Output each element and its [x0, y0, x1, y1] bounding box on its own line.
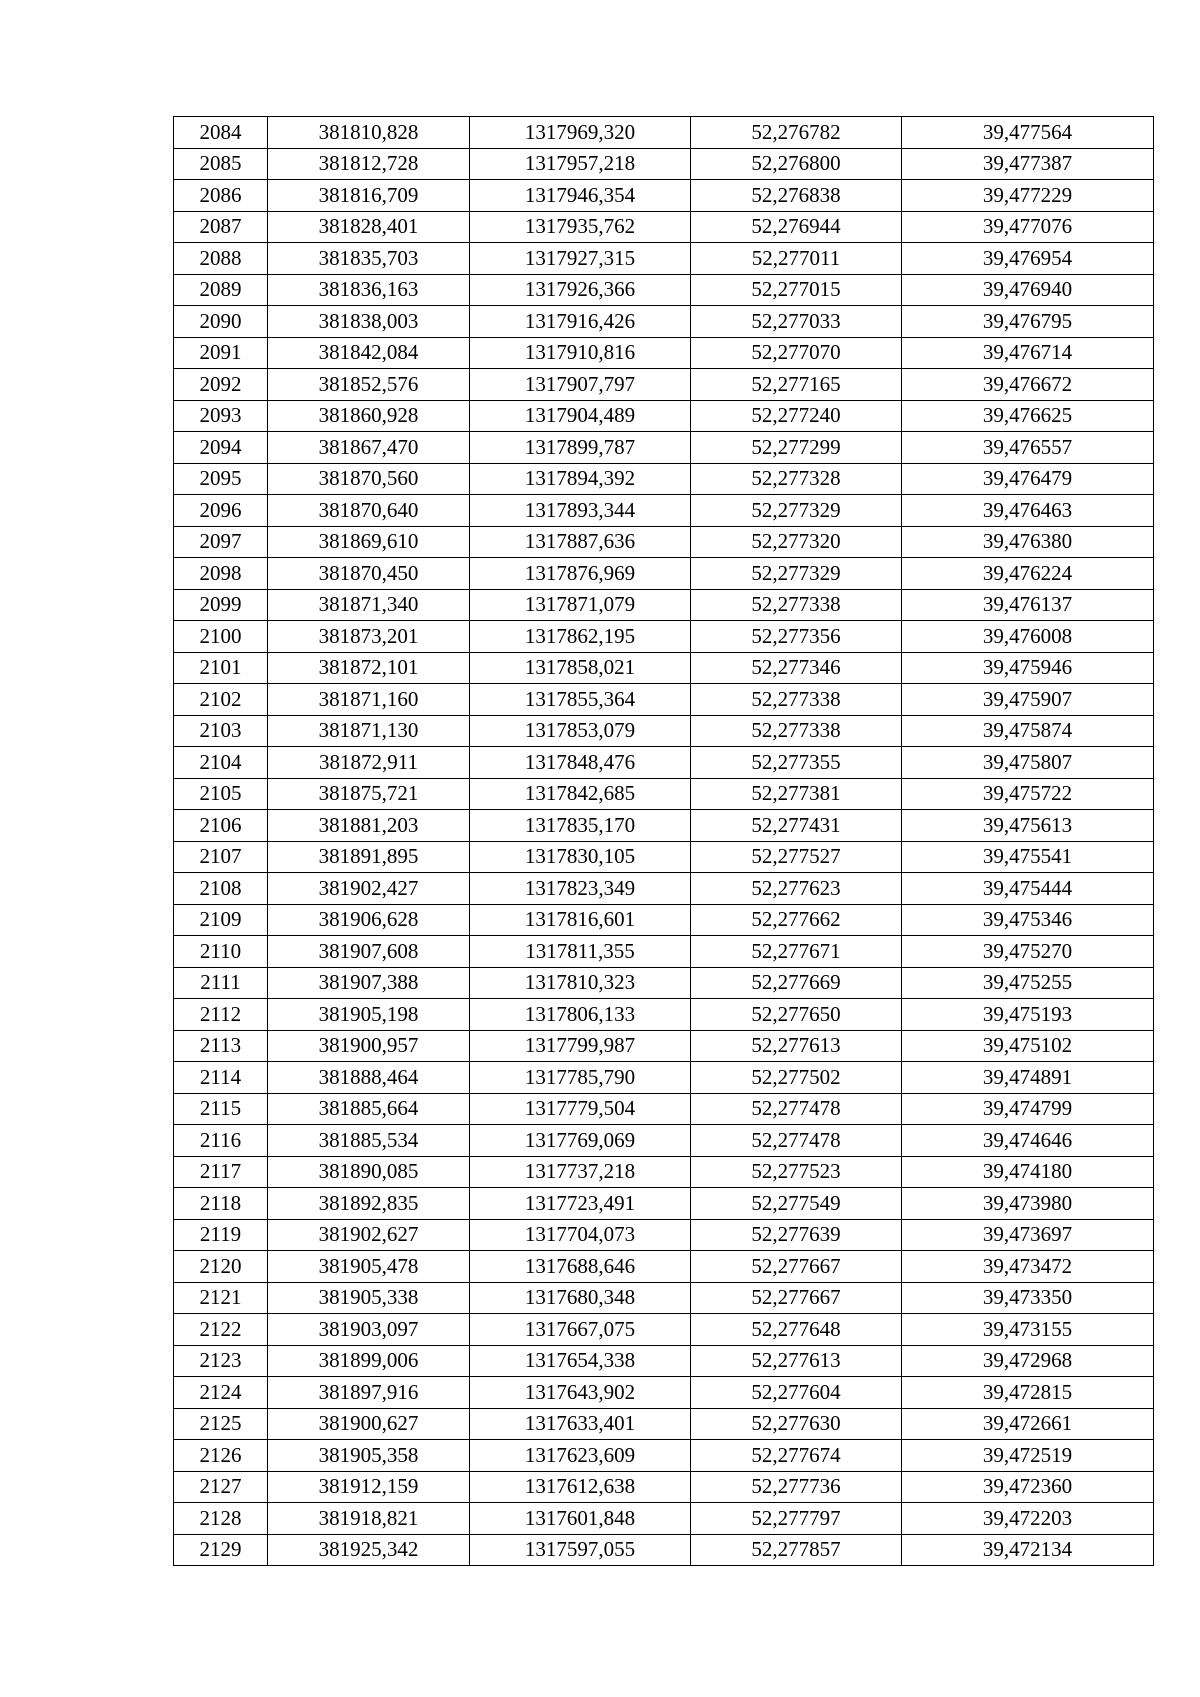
coord-y-cell: 1317667,075 [470, 1314, 691, 1346]
coord-y-cell: 1317910,816 [470, 337, 691, 369]
longitude-cell: 39,474646 [902, 1125, 1154, 1157]
coord-x-cell: 381881,203 [268, 810, 470, 842]
latitude-cell: 52,277674 [691, 1440, 902, 1472]
point-number-cell: 2123 [174, 1345, 268, 1377]
table-row [174, 274, 1154, 306]
coord-x-cell: 381836,163 [268, 274, 470, 306]
latitude-cell: 52,277431 [691, 810, 902, 842]
table-row [174, 747, 1154, 779]
latitude-cell: 52,277165 [691, 369, 902, 401]
coord-x-cell: 381812,728 [268, 148, 470, 180]
point-number-cell: 2088 [174, 243, 268, 275]
longitude-cell: 39,476625 [902, 400, 1154, 432]
latitude-cell: 52,277669 [691, 967, 902, 999]
coord-x-cell: 381905,198 [268, 999, 470, 1031]
coord-x-cell: 381903,097 [268, 1314, 470, 1346]
coord-x-cell: 381860,928 [268, 400, 470, 432]
coord-x-cell: 381907,388 [268, 967, 470, 999]
longitude-cell: 39,475722 [902, 778, 1154, 810]
coord-y-cell: 1317799,987 [470, 1030, 691, 1062]
coord-y-cell: 1317935,762 [470, 211, 691, 243]
point-number-cell: 2115 [174, 1093, 268, 1125]
coordinates-table-body [174, 117, 1154, 1566]
coord-y-cell: 1317842,685 [470, 778, 691, 810]
latitude-cell: 52,277667 [691, 1282, 902, 1314]
latitude-cell: 52,276782 [691, 117, 902, 149]
coord-y-cell: 1317680,348 [470, 1282, 691, 1314]
point-number-cell: 2101 [174, 652, 268, 684]
longitude-cell: 39,475444 [902, 873, 1154, 905]
longitude-cell: 39,475613 [902, 810, 1154, 842]
latitude-cell: 52,277857 [691, 1534, 902, 1566]
longitude-cell: 39,476479 [902, 463, 1154, 495]
point-number-cell: 2099 [174, 589, 268, 621]
latitude-cell: 52,277299 [691, 432, 902, 464]
point-number-cell: 2084 [174, 117, 268, 149]
longitude-cell: 39,475907 [902, 684, 1154, 716]
table-row [174, 369, 1154, 401]
point-number-cell: 2118 [174, 1188, 268, 1220]
latitude-cell: 52,277662 [691, 904, 902, 936]
longitude-cell: 39,476714 [902, 337, 1154, 369]
longitude-cell: 39,477229 [902, 180, 1154, 212]
coord-y-cell: 1317876,969 [470, 558, 691, 590]
latitude-cell: 52,277033 [691, 306, 902, 338]
coord-y-cell: 1317633,401 [470, 1408, 691, 1440]
coord-y-cell: 1317916,426 [470, 306, 691, 338]
table-row [174, 1093, 1154, 1125]
longitude-cell: 39,473472 [902, 1251, 1154, 1283]
longitude-cell: 39,475193 [902, 999, 1154, 1031]
point-number-cell: 2117 [174, 1156, 268, 1188]
longitude-cell: 39,472519 [902, 1440, 1154, 1472]
latitude-cell: 52,277650 [691, 999, 902, 1031]
coord-y-cell: 1317969,320 [470, 117, 691, 149]
coord-x-cell: 381888,464 [268, 1062, 470, 1094]
point-number-cell: 2111 [174, 967, 268, 999]
point-number-cell: 2087 [174, 211, 268, 243]
point-number-cell: 2127 [174, 1471, 268, 1503]
latitude-cell: 52,277320 [691, 526, 902, 558]
table-row [174, 148, 1154, 180]
point-number-cell: 2129 [174, 1534, 268, 1566]
coord-y-cell: 1317785,790 [470, 1062, 691, 1094]
point-number-cell: 2096 [174, 495, 268, 527]
point-number-cell: 2126 [174, 1440, 268, 1472]
point-number-cell: 2128 [174, 1503, 268, 1535]
longitude-cell: 39,476795 [902, 306, 1154, 338]
coord-x-cell: 381905,338 [268, 1282, 470, 1314]
point-number-cell: 2114 [174, 1062, 268, 1094]
coord-x-cell: 381816,709 [268, 180, 470, 212]
coord-y-cell: 1317811,355 [470, 936, 691, 968]
table-row [174, 400, 1154, 432]
coord-y-cell: 1317779,504 [470, 1093, 691, 1125]
latitude-cell: 52,277355 [691, 747, 902, 779]
latitude-cell: 52,277356 [691, 621, 902, 653]
longitude-cell: 39,476463 [902, 495, 1154, 527]
point-number-cell: 2110 [174, 936, 268, 968]
table-row [174, 337, 1154, 369]
table-row [174, 180, 1154, 212]
longitude-cell: 39,473155 [902, 1314, 1154, 1346]
latitude-cell: 52,276838 [691, 180, 902, 212]
table-row [174, 1377, 1154, 1409]
coord-y-cell: 1317855,364 [470, 684, 691, 716]
longitude-cell: 39,477076 [902, 211, 1154, 243]
table-row [174, 211, 1154, 243]
latitude-cell: 52,277240 [691, 400, 902, 432]
latitude-cell: 52,277338 [691, 684, 902, 716]
table-row [174, 1251, 1154, 1283]
point-number-cell: 2095 [174, 463, 268, 495]
table-row [174, 463, 1154, 495]
coordinates-table [173, 116, 1154, 1566]
point-number-cell: 2085 [174, 148, 268, 180]
latitude-cell: 52,277671 [691, 936, 902, 968]
latitude-cell: 52,277523 [691, 1156, 902, 1188]
latitude-cell: 52,277338 [691, 715, 902, 747]
coord-y-cell: 1317848,476 [470, 747, 691, 779]
longitude-cell: 39,472661 [902, 1408, 1154, 1440]
point-number-cell: 2086 [174, 180, 268, 212]
latitude-cell: 52,277527 [691, 841, 902, 873]
coord-x-cell: 381907,608 [268, 936, 470, 968]
coord-y-cell: 1317858,021 [470, 652, 691, 684]
table-row [174, 967, 1154, 999]
longitude-cell: 39,475346 [902, 904, 1154, 936]
coord-x-cell: 381871,160 [268, 684, 470, 716]
coord-x-cell: 381875,721 [268, 778, 470, 810]
latitude-cell: 52,277613 [691, 1030, 902, 1062]
coord-y-cell: 1317927,315 [470, 243, 691, 275]
coord-x-cell: 381871,340 [268, 589, 470, 621]
coord-x-cell: 381900,627 [268, 1408, 470, 1440]
coord-y-cell: 1317597,055 [470, 1534, 691, 1566]
coord-y-cell: 1317737,218 [470, 1156, 691, 1188]
coord-y-cell: 1317816,601 [470, 904, 691, 936]
latitude-cell: 52,277613 [691, 1345, 902, 1377]
coord-y-cell: 1317612,638 [470, 1471, 691, 1503]
coord-y-cell: 1317830,105 [470, 841, 691, 873]
longitude-cell: 39,474891 [902, 1062, 1154, 1094]
coord-x-cell: 381870,450 [268, 558, 470, 590]
latitude-cell: 52,277015 [691, 274, 902, 306]
table-row [174, 841, 1154, 873]
coord-y-cell: 1317899,787 [470, 432, 691, 464]
longitude-cell: 39,472360 [902, 1471, 1154, 1503]
latitude-cell: 52,277478 [691, 1093, 902, 1125]
coord-x-cell: 381852,576 [268, 369, 470, 401]
point-number-cell: 2120 [174, 1251, 268, 1283]
latitude-cell: 52,277630 [691, 1408, 902, 1440]
point-number-cell: 2103 [174, 715, 268, 747]
coord-x-cell: 381906,628 [268, 904, 470, 936]
latitude-cell: 52,277736 [691, 1471, 902, 1503]
longitude-cell: 39,476940 [902, 274, 1154, 306]
longitude-cell: 39,476008 [902, 621, 1154, 653]
table-row [174, 558, 1154, 590]
latitude-cell: 52,277070 [691, 337, 902, 369]
coord-x-cell: 381925,342 [268, 1534, 470, 1566]
point-number-cell: 2102 [174, 684, 268, 716]
coord-y-cell: 1317643,902 [470, 1377, 691, 1409]
table-row [174, 621, 1154, 653]
table-row [174, 1125, 1154, 1157]
coord-x-cell: 381885,534 [268, 1125, 470, 1157]
coord-x-cell: 381870,560 [268, 463, 470, 495]
point-number-cell: 2122 [174, 1314, 268, 1346]
latitude-cell: 52,277329 [691, 495, 902, 527]
coord-y-cell: 1317704,073 [470, 1219, 691, 1251]
coord-x-cell: 381892,835 [268, 1188, 470, 1220]
longitude-cell: 39,477564 [902, 117, 1154, 149]
longitude-cell: 39,475946 [902, 652, 1154, 684]
table-row [174, 999, 1154, 1031]
table-row [174, 589, 1154, 621]
table-row [174, 715, 1154, 747]
table-row [174, 1440, 1154, 1472]
table-row [174, 1345, 1154, 1377]
coord-y-cell: 1317926,366 [470, 274, 691, 306]
coord-y-cell: 1317904,489 [470, 400, 691, 432]
table-row [174, 652, 1154, 684]
latitude-cell: 52,277338 [691, 589, 902, 621]
coord-y-cell: 1317893,344 [470, 495, 691, 527]
coord-y-cell: 1317835,170 [470, 810, 691, 842]
longitude-cell: 39,475807 [902, 747, 1154, 779]
coord-y-cell: 1317823,349 [470, 873, 691, 905]
longitude-cell: 39,472203 [902, 1503, 1154, 1535]
table-row [174, 1188, 1154, 1220]
longitude-cell: 39,476954 [902, 243, 1154, 275]
point-number-cell: 2113 [174, 1030, 268, 1062]
latitude-cell: 52,277329 [691, 558, 902, 590]
coord-x-cell: 381872,101 [268, 652, 470, 684]
coord-y-cell: 1317853,079 [470, 715, 691, 747]
coord-x-cell: 381899,006 [268, 1345, 470, 1377]
table-row [174, 810, 1154, 842]
table-row [174, 1062, 1154, 1094]
coord-x-cell: 381867,470 [268, 432, 470, 464]
point-number-cell: 2107 [174, 841, 268, 873]
coord-x-cell: 381890,085 [268, 1156, 470, 1188]
latitude-cell: 52,277502 [691, 1062, 902, 1094]
coord-x-cell: 381902,627 [268, 1219, 470, 1251]
longitude-cell: 39,476137 [902, 589, 1154, 621]
point-number-cell: 2097 [174, 526, 268, 558]
point-number-cell: 2108 [174, 873, 268, 905]
coord-y-cell: 1317871,079 [470, 589, 691, 621]
longitude-cell: 39,475874 [902, 715, 1154, 747]
longitude-cell: 39,473980 [902, 1188, 1154, 1220]
longitude-cell: 39,474799 [902, 1093, 1154, 1125]
coord-x-cell: 381885,664 [268, 1093, 470, 1125]
longitude-cell: 39,472815 [902, 1377, 1154, 1409]
latitude-cell: 52,277478 [691, 1125, 902, 1157]
coord-y-cell: 1317806,133 [470, 999, 691, 1031]
coord-x-cell: 381873,201 [268, 621, 470, 653]
longitude-cell: 39,472968 [902, 1345, 1154, 1377]
coord-y-cell: 1317601,848 [470, 1503, 691, 1535]
latitude-cell: 52,277648 [691, 1314, 902, 1346]
coord-x-cell: 381810,828 [268, 117, 470, 149]
table-row [174, 495, 1154, 527]
latitude-cell: 52,277639 [691, 1219, 902, 1251]
longitude-cell: 39,475270 [902, 936, 1154, 968]
coord-x-cell: 381872,911 [268, 747, 470, 779]
table-row [174, 1282, 1154, 1314]
table-row [174, 1503, 1154, 1535]
point-number-cell: 2105 [174, 778, 268, 810]
point-number-cell: 2091 [174, 337, 268, 369]
coord-x-cell: 381838,003 [268, 306, 470, 338]
coord-x-cell: 381900,957 [268, 1030, 470, 1062]
point-number-cell: 2094 [174, 432, 268, 464]
table-row [174, 117, 1154, 149]
coord-x-cell: 381835,703 [268, 243, 470, 275]
coord-y-cell: 1317723,491 [470, 1188, 691, 1220]
coord-x-cell: 381905,478 [268, 1251, 470, 1283]
latitude-cell: 52,276800 [691, 148, 902, 180]
point-number-cell: 2121 [174, 1282, 268, 1314]
latitude-cell: 52,277011 [691, 243, 902, 275]
latitude-cell: 52,276944 [691, 211, 902, 243]
table-row [174, 904, 1154, 936]
coord-x-cell: 381912,159 [268, 1471, 470, 1503]
point-number-cell: 2090 [174, 306, 268, 338]
longitude-cell: 39,476557 [902, 432, 1154, 464]
longitude-cell: 39,473697 [902, 1219, 1154, 1251]
table-row [174, 432, 1154, 464]
coord-y-cell: 1317623,609 [470, 1440, 691, 1472]
point-number-cell: 2112 [174, 999, 268, 1031]
point-number-cell: 2116 [174, 1125, 268, 1157]
table-row [174, 306, 1154, 338]
longitude-cell: 39,476380 [902, 526, 1154, 558]
coord-y-cell: 1317810,323 [470, 967, 691, 999]
point-number-cell: 2089 [174, 274, 268, 306]
latitude-cell: 52,277381 [691, 778, 902, 810]
longitude-cell: 39,475102 [902, 1030, 1154, 1062]
coord-y-cell: 1317894,392 [470, 463, 691, 495]
coord-y-cell: 1317654,338 [470, 1345, 691, 1377]
point-number-cell: 2104 [174, 747, 268, 779]
point-number-cell: 2093 [174, 400, 268, 432]
point-number-cell: 2106 [174, 810, 268, 842]
point-number-cell: 2109 [174, 904, 268, 936]
longitude-cell: 39,476224 [902, 558, 1154, 590]
coord-x-cell: 381871,130 [268, 715, 470, 747]
coord-y-cell: 1317862,195 [470, 621, 691, 653]
coord-y-cell: 1317688,646 [470, 1251, 691, 1283]
longitude-cell: 39,473350 [902, 1282, 1154, 1314]
table-row [174, 526, 1154, 558]
table-row [174, 778, 1154, 810]
latitude-cell: 52,277623 [691, 873, 902, 905]
point-number-cell: 2124 [174, 1377, 268, 1409]
table-row [174, 1471, 1154, 1503]
coord-x-cell: 381897,916 [268, 1377, 470, 1409]
latitude-cell: 52,277549 [691, 1188, 902, 1220]
point-number-cell: 2100 [174, 621, 268, 653]
longitude-cell: 39,472134 [902, 1534, 1154, 1566]
coord-x-cell: 381870,640 [268, 495, 470, 527]
coord-x-cell: 381905,358 [268, 1440, 470, 1472]
longitude-cell: 39,474180 [902, 1156, 1154, 1188]
table-row [174, 1030, 1154, 1062]
coord-y-cell: 1317769,069 [470, 1125, 691, 1157]
coord-y-cell: 1317887,636 [470, 526, 691, 558]
coord-x-cell: 381828,401 [268, 211, 470, 243]
longitude-cell: 39,477387 [902, 148, 1154, 180]
point-number-cell: 2125 [174, 1408, 268, 1440]
coord-y-cell: 1317946,354 [470, 180, 691, 212]
latitude-cell: 52,277604 [691, 1377, 902, 1409]
table-row [174, 873, 1154, 905]
latitude-cell: 52,277667 [691, 1251, 902, 1283]
table-row [174, 1408, 1154, 1440]
coord-x-cell: 381891,895 [268, 841, 470, 873]
coord-x-cell: 381902,427 [268, 873, 470, 905]
point-number-cell: 2119 [174, 1219, 268, 1251]
table-row [174, 243, 1154, 275]
longitude-cell: 39,475255 [902, 967, 1154, 999]
coord-x-cell: 381918,821 [268, 1503, 470, 1535]
coord-x-cell: 381842,084 [268, 337, 470, 369]
point-number-cell: 2098 [174, 558, 268, 590]
table-row [174, 1534, 1154, 1566]
point-number-cell: 2092 [174, 369, 268, 401]
longitude-cell: 39,475541 [902, 841, 1154, 873]
latitude-cell: 52,277328 [691, 463, 902, 495]
table-row [174, 1314, 1154, 1346]
coord-y-cell: 1317957,218 [470, 148, 691, 180]
table-row [174, 684, 1154, 716]
table-row [174, 1219, 1154, 1251]
coord-y-cell: 1317907,797 [470, 369, 691, 401]
longitude-cell: 39,476672 [902, 369, 1154, 401]
latitude-cell: 52,277346 [691, 652, 902, 684]
latitude-cell: 52,277797 [691, 1503, 902, 1535]
coord-x-cell: 381869,610 [268, 526, 470, 558]
table-row [174, 936, 1154, 968]
table-row [174, 1156, 1154, 1188]
